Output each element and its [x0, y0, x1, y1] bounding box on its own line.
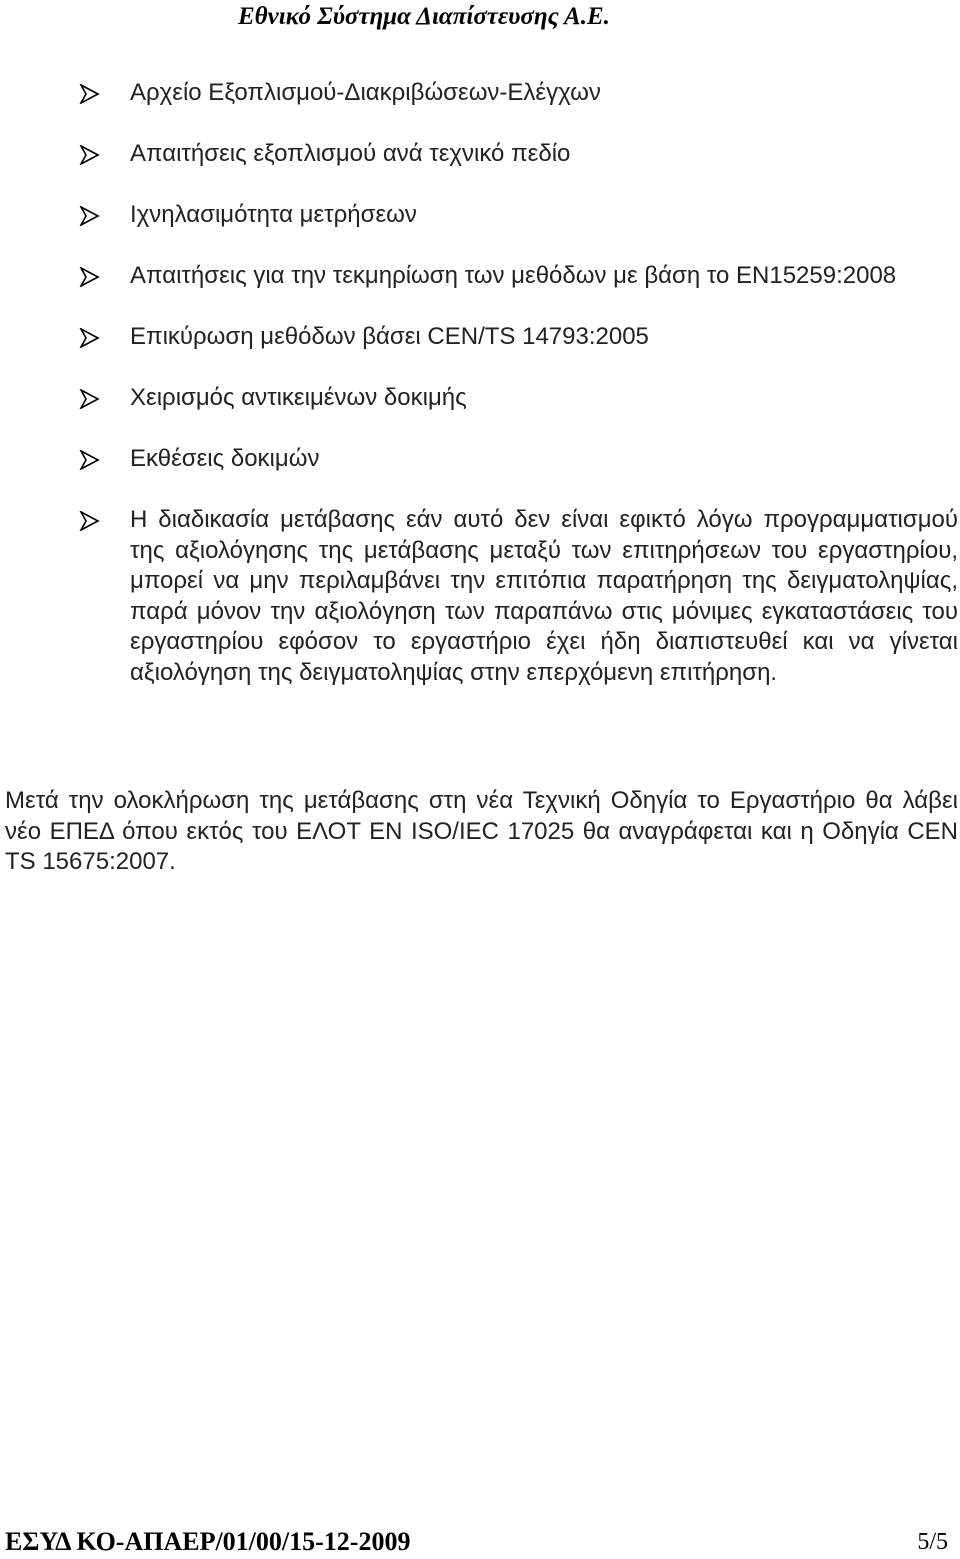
bullet-text: Αρχείο Εξοπλισμού-Διακριβώσεων-Ελέγχων	[130, 79, 601, 106]
arrowhead-bullet-icon	[78, 84, 100, 104]
document-code: ΕΣΥΔ ΚΟ-ΑΠΑΕΡ/01/00/15-12-2009	[5, 1527, 411, 1556]
bullet-item	[78, 261, 958, 292]
arrowhead-bullet-icon	[78, 389, 100, 409]
page-number: 5/5	[917, 1529, 948, 1555]
bullet-item	[78, 505, 958, 688]
bullet-text: Απαιτήσεις εξοπλισμού ανά τεχνικό πεδίο	[130, 140, 571, 167]
bullet-list	[78, 78, 958, 688]
header-title: Εθνικό Σύστημα Διαπίστευσης Α.Ε.	[238, 3, 610, 30]
closing-paragraph: Μετά την ολοκλήρωση της μετάβασης στη νέα Τεχνική Οδηγία το Εργαστήριο θα λάβει νέο ΕΠΕΔ όπου εκτός του ΕΛΟΤ ΕΝ ISO/IEC 17025 θα αναγράφεται και η Οδηγία CEN TS 15675:2007.	[5, 787, 958, 875]
bullet-text: Χειρισμός αντικειμένων δοκιμής	[130, 384, 467, 411]
arrowhead-bullet-icon	[78, 511, 100, 531]
bullet-text: Ιχνηλασιμότητα μετρήσεων	[130, 201, 417, 228]
bullet-item	[78, 78, 958, 109]
bullet-item	[78, 139, 958, 170]
bullet-text: Απαιτήσεις για την τεκμηρίωση των μεθόδων με βάση το ΕΝ15259:2008	[130, 262, 897, 289]
arrowhead-bullet-icon	[78, 206, 100, 226]
arrowhead-bullet-icon	[78, 145, 100, 165]
bullet-text: Η διαδικασία μετάβασης εάν αυτό δεν είναι εφικτό λόγω προγραμματισμού της αξιολόγησης της μετάβασης μεταξύ των επιτηρήσεων του εργαστηρίου, μπορεί να μην περιλαμβάνει την επιτόπια παρατήρηση της δειγματοληψίας, παρά μόνον την αξιολόγηση των παραπάνω στις μόνιμες εγκαταστάσεις του εργαστηρίου εφόσον το εργαστήριο έχει ήδη διαπιστευθεί και να γίνεται αξιολόγηση της δειγματοληψίας στην επερχόμενη επιτήρηση.	[130, 506, 958, 686]
bullet-text: Επικύρωση μεθόδων βάσει CEN/TS 14793:2005	[130, 323, 649, 350]
bullet-item	[78, 200, 958, 231]
arrowhead-bullet-icon	[78, 267, 100, 287]
page-footer	[0, 1526, 960, 1558]
bullet-item	[78, 322, 958, 353]
page-header	[0, 2, 960, 42]
bullet-text: Εκθέσεις δοκιμών	[130, 445, 320, 472]
bullet-item	[78, 383, 958, 414]
arrowhead-bullet-icon	[78, 328, 100, 348]
arrowhead-bullet-icon	[78, 450, 100, 470]
bullet-item	[78, 444, 958, 475]
